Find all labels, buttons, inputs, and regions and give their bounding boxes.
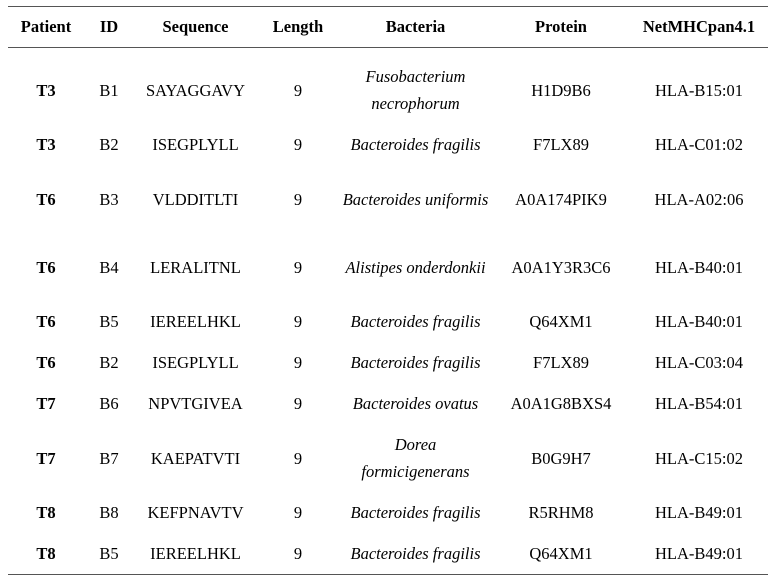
cell-sequence: IEREELHKL <box>150 312 241 331</box>
cell-patient: T7 <box>36 448 56 468</box>
cell-id: B7 <box>99 448 119 468</box>
cell-length: 9 <box>293 394 303 413</box>
cell-length: 9 <box>293 448 303 468</box>
cell-sequence: LERALITNL <box>150 257 241 277</box>
cell-length: 9 <box>293 353 303 372</box>
cell-sequence: IEREELHKL <box>134 533 257 575</box>
cell-bacteria: Bacteroides fragilis <box>350 135 481 154</box>
cell-id: B6 <box>99 394 119 413</box>
cell-bacteria: Bacteroides uniformis <box>342 189 489 209</box>
cell-bacteria: Bacteroides fragilis <box>350 503 481 522</box>
cell-bacteria: Bacteroides ovatus <box>352 394 479 413</box>
cell-protein: F7LX89 <box>533 135 589 154</box>
cell-bacteria: Fusobacterium necrophorum <box>365 67 466 113</box>
cell-hla: HLA-C01:02 <box>655 135 743 154</box>
table-row <box>8 301 768 342</box>
cell-protein: H1D9B6 <box>531 80 591 100</box>
cell-id: B8 <box>99 503 119 522</box>
cell-patient: T8 <box>8 533 84 575</box>
cell-bacteria: Bacteroides fragilis <box>350 312 481 331</box>
cell-sequence: NPVTGIVEA <box>148 394 243 413</box>
cell-hla: HLA-C15:02 <box>655 448 743 468</box>
cell-patient: T7 <box>36 394 56 413</box>
cell-sequence: VLDDITLTI <box>152 189 239 209</box>
cell-patient: T6 <box>36 312 56 331</box>
cell-id: B3 <box>99 189 119 209</box>
cell-hla: HLA-A02:06 <box>654 189 744 209</box>
cell-protein: B0G9H7 <box>531 448 591 468</box>
cell-hla: HLA-B54:01 <box>655 394 743 413</box>
cell-hla: HLA-B40:01 <box>655 257 743 277</box>
cell-length: 9 <box>293 189 303 209</box>
header-bacteria: Bacteria <box>339 7 492 48</box>
header-sequence: Sequence <box>134 7 257 48</box>
cell-id: B4 <box>99 257 119 277</box>
cell-patient: T6 <box>36 353 56 372</box>
cell-hla: HLA-B15:01 <box>655 80 743 100</box>
cell-length: 9 <box>293 80 303 100</box>
table-row <box>8 124 768 165</box>
table-row <box>8 342 768 383</box>
cell-hla: HLA-C03:04 <box>655 353 743 372</box>
cell-length: 9 <box>293 257 303 277</box>
cell-id: B1 <box>99 80 119 100</box>
table-row <box>8 533 768 575</box>
cell-patient: T8 <box>36 503 56 522</box>
cell-hla: HLA-B40:01 <box>655 312 743 331</box>
cell-id: B5 <box>99 312 119 331</box>
peptide-table <box>8 6 768 575</box>
table-row <box>8 233 768 301</box>
cell-id: B2 <box>99 135 119 154</box>
header-patient: Patient <box>8 7 84 48</box>
cell-protein: Q64XM1 <box>529 312 593 331</box>
cell-length: 9 <box>257 533 339 575</box>
cell-protein: A0A174PIK9 <box>515 189 607 209</box>
cell-bacteria: Bacteroides fragilis <box>339 533 492 575</box>
cell-bacteria: Alistipes onderdonkii <box>345 257 486 277</box>
cell-protein: F7LX89 <box>533 353 589 372</box>
peptide-table-container <box>8 6 768 575</box>
cell-protein: Q64XM1 <box>492 533 630 575</box>
table-header-row <box>8 7 768 48</box>
cell-protein: A0A1G8BXS4 <box>510 394 612 413</box>
cell-length: 9 <box>293 312 303 331</box>
cell-sequence: SAYAGGAVY <box>145 80 246 100</box>
table-row <box>8 165 768 233</box>
table-row <box>8 48 768 125</box>
cell-hla: HLA-B49:01 <box>630 533 768 575</box>
cell-patient: T3 <box>36 80 56 100</box>
table-row <box>8 492 768 533</box>
cell-sequence: ISEGPLYLL <box>152 135 239 154</box>
cell-bacteria: Dorea formicigenerans <box>361 435 470 481</box>
cell-patient: T3 <box>36 135 56 154</box>
cell-sequence: ISEGPLYLL <box>152 353 239 372</box>
cell-length: 9 <box>293 503 303 522</box>
cell-patient: T6 <box>36 257 56 277</box>
cell-protein: R5RHM8 <box>528 503 594 522</box>
table-row <box>8 424 768 492</box>
cell-length: 9 <box>293 135 303 154</box>
cell-id: B2 <box>99 353 119 372</box>
cell-sequence: KEFPNAVTV <box>147 503 244 522</box>
cell-protein: A0A1Y3R3C6 <box>511 257 611 277</box>
header-protein: Protein <box>492 7 630 48</box>
table-row <box>8 383 768 424</box>
cell-bacteria: Bacteroides fragilis <box>350 353 481 372</box>
cell-patient: T6 <box>36 189 56 209</box>
cell-hla: HLA-B49:01 <box>655 503 743 522</box>
cell-id: B5 <box>84 533 134 575</box>
header-length: Length <box>257 7 339 48</box>
header-id: ID <box>84 7 134 48</box>
cell-sequence: KAEPATVTI <box>150 448 241 468</box>
header-netmhcpan: NetMHCpan4.1 <box>630 7 768 48</box>
